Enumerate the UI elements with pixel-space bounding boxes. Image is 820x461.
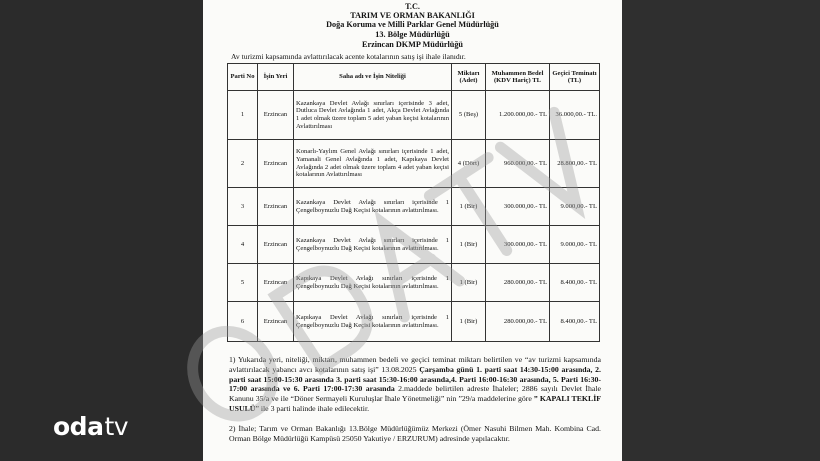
note-1-part-e: ” ile 3 parti halinde ihale edilecektir. (255, 403, 370, 413)
logo-oda: oda (53, 412, 104, 441)
watermark-letter-a (355, 205, 459, 316)
cell-place: Erzincan (258, 188, 294, 226)
cell-desc: Kazankaya Devlet Avlağı sınırları içerisinde 3 adet, Dutluca Devlet Avlağında 1 adet, Akça Devlet Avlağında 1 adet olmak üzere toplam 5 adet yaban keçisi kotalarının Avlattırılması (294, 91, 452, 140)
watermark-letters (177, 112, 603, 433)
cell-price: 280.000,00.- TL (486, 302, 550, 342)
cell-place: Erzincan (258, 226, 294, 264)
cell-no: 1 (228, 91, 258, 140)
cell-deposit: 9.000,00.- TL (550, 226, 600, 264)
col-header-qty: Miktarı (Adet) (452, 64, 486, 91)
note-1-part-a: 1) Yukarıda yeri, niteliği, miktarı, muhammen bedeli ve geçici teminat miktarı belirtilen ve “av turizmi kapsamında avlattırılacak yabancı avcı kotalarının satış işi” 13.08.2025 (229, 355, 601, 374)
cell-place: Erzincan (258, 264, 294, 302)
cell-price: 960.000,00.- TL (486, 140, 550, 188)
header-branch: Erzincan DKMP Müdürlüğü (362, 40, 463, 49)
cell-price: 300.000,00.- TL (486, 188, 550, 226)
cell-price: 280.000,00.- TL (486, 264, 550, 302)
cell-qty: 1 (Bir) (452, 188, 486, 226)
header-directorate: Doğa Koruma ve Milli Parklar Genel Müdürlüğü (326, 20, 499, 29)
logo-tv: tv (104, 412, 129, 441)
note-1-method: ” KAPALI TEKLİF USULÜ (229, 394, 601, 413)
cell-desc: Kapıkaya Devlet Avlağı sınırları içerisinde 1 Çengelboynuzlu Dağ Keçisi kotalarının avlattırılması. (294, 264, 452, 302)
cell-place: Erzincan (258, 91, 294, 140)
col-header-no: Parti No (228, 64, 258, 91)
cell-no: 4 (228, 226, 258, 264)
cell-qty: 1 (Bir) (452, 264, 486, 302)
watermark-letter-t (429, 158, 536, 270)
cell-deposit: 8.400,00.- TL (550, 302, 600, 342)
cell-desc: Kazankaya Devlet Avlağı sınırları içerisinde 1 Çengelboynuzlu Dağ Keçisi kotalarının avlattırılması. (294, 226, 452, 264)
cell-price: 300.000,00.- TL (486, 226, 550, 264)
cell-qty: 1 (Bir) (452, 302, 486, 342)
cell-desc: Konarlı-Yaylım Genel Avlağı sınırları içerisinde 1 adet, Yamanali Genel Avlağında 1 adet, Kapıkaya Devlet Avlağında 2 adet olmak üzere toplam 4 adet yaban keçisi kotalarının Avlattırılması (294, 140, 452, 188)
cell-deposit: 8.400,00.- TL (550, 264, 600, 302)
cell-no: 3 (228, 188, 258, 226)
watermark-letter-v (500, 112, 603, 222)
cell-desc: Kazankaya Devlet Avlağı sınırları içerisinde 1 Çengelboynuzlu Dağ Keçisi kotalarının avlattırılması. (294, 188, 452, 226)
cell-desc: Kapıkaya Devlet Avlağı sınırları içerisinde 1 Çengelboynuzlu Dağ Keçisi kotalarının avlattırılması. (294, 302, 452, 342)
col-header-desc: Saha adı ve İşin Niteliği (294, 64, 452, 91)
intro-text: Av turizmi kapsamında avlattırılacak acente kotalarının satış işi ihale ilanıdır. (231, 52, 466, 61)
note-1-schedule: Çarşamba günü 1. parti saat 14:30-15:00 arasında, 2. parti saat 15:00-15:30 arasında 3. parti saat 15:30-16:00 arasında,4. Parti 16:00-16:30 arasında, 5. Parti 16:30-17:00 arasında ve 6. Parti 17:00-17:30 arasında (229, 364, 601, 394)
col-header-deposit: Geçici Teminatı (TL) (550, 64, 600, 91)
cell-no: 6 (228, 302, 258, 342)
cell-deposit: 28.800,00.- TL (550, 140, 600, 188)
note-2: 2) İhale; Tarım ve Orman Bakanlığı 13.Bölge Müdürlüğümüz Merkezi (Ömer Nasuhi Bilmen Mah. Kombina Cad. Orman Bölge Müdürlüğü Kampüsü 25050 Yakutiye / ERZURUM) adresinde yapılacaktır. (229, 424, 601, 443)
cell-deposit: 36.000,00.- TL. (550, 91, 600, 140)
watermark-letter-d (275, 258, 381, 368)
cell-qty: 4 (Dört) (452, 140, 486, 188)
note-1-part-c: 2.maddede belirtilen adreste İhaleler; 2886 sayılı Devlet İhale Kanunu 35/a ve ile “Döner Sermayeli Kuruluşlar İhale Yönetmeliği” nin ”29/a maddelerine göre (229, 384, 601, 404)
header-region: 13. Bölge Müdürlüğü (375, 30, 450, 39)
header-ministry: TARIM VE ORMAN BAKANLIĞI (350, 11, 475, 20)
cell-price: 1.200.000,00.- TL (486, 91, 550, 140)
cell-place: Erzincan (258, 140, 294, 188)
odatv-logo (53, 412, 128, 441)
cell-no: 2 (228, 140, 258, 188)
cell-place: Erzincan (258, 302, 294, 342)
cell-no: 5 (228, 264, 258, 302)
cell-qty: 5 (Beş) (452, 91, 486, 140)
col-header-price: Muhammen Bedel (KDV Hariç) TL (486, 64, 550, 91)
watermark-letter-o (177, 316, 289, 431)
cell-deposit: 9.000,00.- TL (550, 188, 600, 226)
col-header-place: İşin Yeri (258, 64, 294, 91)
header-tc: T.C. (405, 2, 420, 11)
cell-qty: 1 (Bir) (452, 226, 486, 264)
